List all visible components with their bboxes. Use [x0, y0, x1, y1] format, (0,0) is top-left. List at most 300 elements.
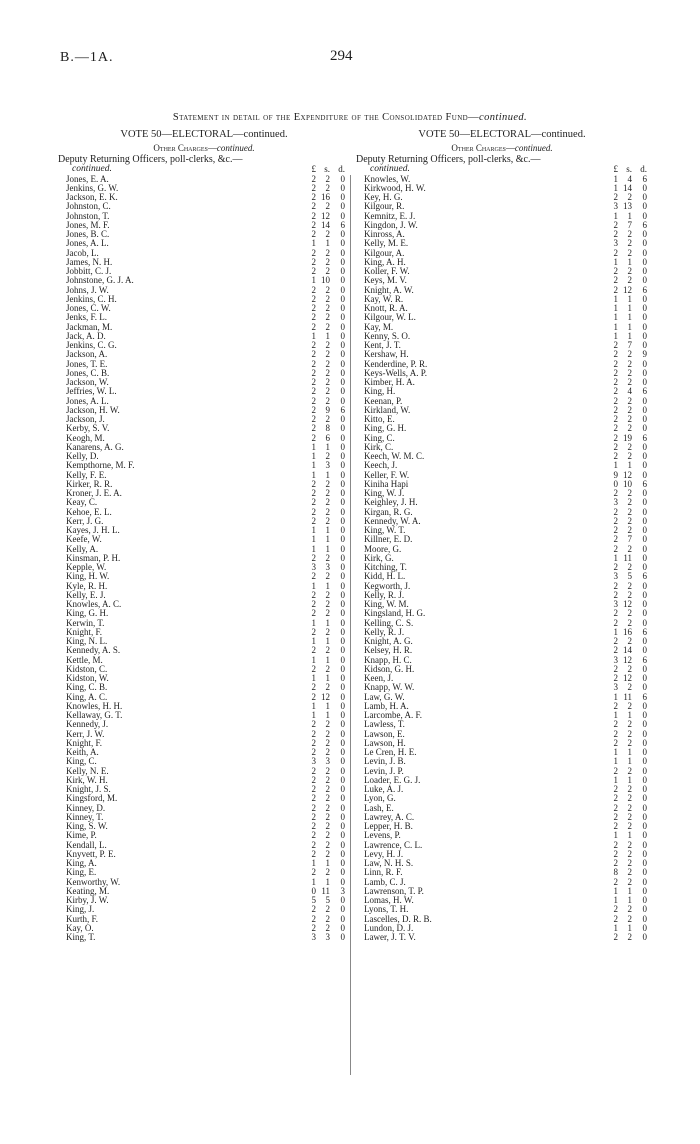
entry-name: Kirk, W. H.: [66, 774, 108, 785]
entry-shillings: 2: [627, 488, 632, 498]
entry-name: Knott, R. A.: [364, 303, 408, 313]
entry-row: [58, 905, 350, 914]
entry-shillings: 1: [325, 700, 330, 711]
entry-pence: 0: [340, 737, 345, 748]
entry-pounds: 3: [311, 756, 316, 767]
entry-name: Kilgour, R.: [364, 201, 405, 212]
entry-name: Le Cren, H. E.: [364, 747, 417, 757]
entry-pence: 0: [642, 423, 647, 434]
entry-name: Jack, A. D.: [66, 330, 106, 341]
entry-shillings: 2: [627, 737, 632, 748]
entry-name: Kay, M.: [364, 321, 394, 332]
entry-pence: 0: [340, 700, 345, 711]
pence-header: d.: [338, 164, 345, 174]
entry-shillings: 2: [325, 247, 330, 258]
entry-pounds: 2: [613, 534, 618, 545]
entry-pounds: 2: [613, 580, 618, 591]
entry-pence: 0: [340, 589, 345, 600]
entry-list: [356, 175, 648, 943]
entry-pence: 0: [642, 543, 647, 554]
entry-pounds: 2: [613, 432, 618, 443]
entry-shillings: 9: [325, 404, 330, 415]
entry-pence: 0: [642, 312, 647, 323]
entry-name: King, G. H.: [364, 423, 407, 434]
entry-pounds: 2: [311, 830, 316, 841]
entry-name: Jones, C. B.: [66, 367, 110, 378]
entry-name: Kilgour, W. L.: [364, 312, 416, 323]
entry-shillings: 2: [325, 830, 330, 841]
entry-shillings: 2: [325, 201, 330, 212]
entry-name: Kenny, S. O.: [364, 330, 411, 341]
entry-shillings: 2: [325, 867, 330, 878]
entry-pounds: 2: [311, 728, 316, 739]
entry-shillings: 2: [627, 636, 632, 646]
entry-pence: 0: [340, 275, 345, 286]
entry-shillings: 2: [627, 404, 632, 415]
entry-pounds: 2: [613, 451, 618, 461]
entry-pence: 0: [642, 663, 647, 674]
entry-shillings: 2: [627, 867, 632, 878]
entry-pounds: 1: [311, 876, 316, 887]
entry-name: Kershaw, H.: [364, 349, 409, 360]
entry-pounds: 2: [311, 432, 316, 443]
entry-pounds: 0: [311, 885, 316, 896]
entry-pounds: 2: [311, 404, 316, 415]
entry-pounds: 2: [613, 367, 618, 378]
entry-name: Kinsman, P. H.: [66, 552, 121, 563]
entry-pence: 0: [642, 765, 647, 776]
charges-label: Other Charges—: [451, 143, 515, 153]
entry-pence: 0: [340, 386, 345, 397]
entry-shillings: 1: [627, 747, 632, 757]
entry-pounds: 1: [311, 858, 316, 868]
entry-shillings: 2: [325, 377, 330, 387]
entry-shillings: 11: [623, 552, 632, 563]
entry-pounds: 2: [311, 811, 316, 822]
entry-shillings: 2: [325, 765, 330, 776]
entry-pence: 0: [340, 515, 345, 526]
entry-pounds: 2: [311, 848, 316, 859]
entry-pence: 0: [642, 617, 647, 628]
entry-name: Kidd, H. L.: [364, 571, 406, 582]
entry-shillings: 2: [627, 192, 632, 202]
entry-shillings: 2: [325, 386, 330, 397]
entry-pounds: 2: [311, 284, 316, 295]
charges-continued: continued.: [216, 143, 255, 153]
entry-pence: 0: [340, 654, 345, 665]
entry-name: King, N. L.: [66, 636, 108, 646]
entry-name: Kenderdine, P. R.: [364, 358, 428, 369]
entry-pounds: 1: [613, 885, 618, 896]
entry-pence: 6: [642, 284, 647, 295]
entry-shillings: 12: [623, 469, 632, 480]
entry-pounds: 2: [311, 358, 316, 369]
entry-pence: 6: [642, 626, 647, 637]
entry-name: Johns, J. W.: [66, 284, 109, 295]
entry-name: James, N. H.: [66, 256, 113, 267]
entry-shillings: 2: [325, 284, 330, 295]
entry-shillings: 2: [325, 608, 330, 619]
entry-name: Keefe, W.: [66, 534, 102, 545]
entry-shillings: 12: [623, 599, 632, 609]
entry-pounds: 1: [613, 460, 618, 471]
entry-shillings: 2: [325, 497, 330, 508]
entry-row: [58, 239, 350, 248]
entry-shillings: 2: [325, 478, 330, 489]
entry-pence: 0: [340, 367, 345, 378]
entry-pence: 6: [642, 173, 647, 184]
entry-pence: 0: [642, 192, 647, 202]
entry-pounds: 2: [311, 423, 316, 434]
entry-pounds: 2: [311, 821, 316, 831]
entry-pounds: 1: [311, 238, 316, 249]
entry-shillings: 2: [325, 321, 330, 332]
entry-pounds: 2: [311, 913, 316, 924]
entry-name: Keys, M. V.: [364, 275, 407, 286]
entry-shillings: 1: [325, 858, 330, 868]
entry-shillings: 1: [627, 256, 632, 267]
entry-shillings: 2: [627, 765, 632, 776]
entry-pounds: 2: [613, 219, 618, 230]
entry-shillings: 2: [627, 506, 632, 517]
entry-shillings: 2: [627, 793, 632, 804]
entry-pence: 0: [642, 895, 647, 905]
entry-shillings: 3: [325, 562, 330, 572]
entry-name: King, A.: [66, 858, 97, 868]
vote-heading: VOTE 50—ELECTORAL—continued.: [120, 129, 288, 140]
entry-name: Killner, E. D.: [364, 534, 413, 545]
entry-name: Kirgan, R. G.: [364, 506, 413, 517]
entry-shillings: 2: [627, 821, 632, 831]
entry-pounds: 2: [311, 377, 316, 387]
entry-name: Kelly, E. J.: [66, 589, 106, 600]
entry-pounds: 1: [613, 303, 618, 313]
entry-pence: 0: [642, 793, 647, 804]
entry-pounds: 2: [613, 904, 618, 915]
entry-pounds: 2: [613, 414, 618, 424]
entry-name: Kirby, J. W.: [66, 895, 109, 905]
entry-name: Lyons, T. H.: [364, 904, 409, 915]
entry-shillings: 10: [321, 275, 330, 286]
entry-shillings: 2: [627, 247, 632, 258]
entry-shillings: 14: [321, 219, 330, 230]
entry-shillings: 10: [623, 478, 632, 489]
entry-pounds: 2: [613, 876, 618, 887]
entry-pounds: 2: [311, 737, 316, 748]
entry-name: Keith, A.: [66, 747, 99, 757]
entry-pence: 0: [340, 895, 345, 905]
entry-name: Jones, A. L.: [66, 395, 109, 406]
entry-row: [58, 535, 350, 544]
entry-pounds: 3: [311, 932, 316, 942]
entry-pence: 0: [642, 885, 647, 896]
entry-name: Law, G. W.: [364, 691, 405, 702]
entry-shillings: 1: [325, 636, 330, 646]
entry-name: Jobbitt, C. J.: [66, 266, 112, 276]
entry-shillings: 2: [627, 497, 632, 508]
entry-name: Jones, C. W.: [66, 303, 111, 313]
entry-pence: 0: [642, 377, 647, 387]
entry-pounds: 1: [311, 534, 316, 545]
entry-pence: 0: [642, 710, 647, 720]
entry-name: Lyon, G.: [364, 793, 396, 804]
entry-pounds: 2: [613, 765, 618, 776]
entry-name: King, W. M.: [364, 599, 409, 609]
entry-shillings: 16: [623, 626, 632, 637]
entry-shillings: 2: [325, 747, 330, 757]
entry-pence: 0: [642, 451, 647, 461]
entry-pence: 3: [340, 885, 345, 896]
entry-pence: 0: [340, 349, 345, 360]
entry-shillings: 2: [627, 719, 632, 730]
entry-shillings: 2: [627, 562, 632, 572]
entry-pence: 0: [340, 247, 345, 258]
entry-name: Kepple, W.: [66, 562, 107, 572]
entry-name: Lawless, T.: [364, 719, 405, 730]
entry-pounds: 2: [311, 478, 316, 489]
entry-shillings: 2: [325, 293, 330, 304]
entry-pence: 0: [340, 238, 345, 249]
entry-pence: 0: [340, 562, 345, 572]
entry-pounds: 2: [613, 811, 618, 822]
entry-name: Keogh, M.: [66, 432, 105, 443]
entry-pence: 0: [340, 192, 345, 202]
entry-pounds: 1: [311, 451, 316, 461]
entry-name: Kerby, S. V.: [66, 423, 110, 434]
entry-name: Kerr, J. G.: [66, 515, 104, 526]
entry-shillings: 12: [623, 284, 632, 295]
entry-pounds: 1: [613, 830, 618, 841]
entry-pounds: 2: [311, 922, 316, 933]
entry-pounds: 2: [613, 636, 618, 646]
entry-pounds: 2: [311, 173, 316, 184]
entry-pounds: 2: [613, 441, 618, 452]
entry-pence: 0: [642, 858, 647, 868]
entry-pounds: 2: [613, 663, 618, 674]
entry-name: Knapp, W. W.: [364, 682, 415, 693]
entry-name: Lawson, H.: [364, 737, 406, 748]
entry-shillings: 1: [627, 460, 632, 471]
entry-pounds: 2: [613, 728, 618, 739]
entry-pounds: 3: [613, 201, 618, 212]
entry-pounds: 1: [311, 673, 316, 683]
entry-name: Kay, O.: [66, 922, 94, 933]
entry-name: King, E.: [66, 867, 97, 878]
entry-name: Kellaway, G. T.: [66, 710, 123, 720]
entry-shillings: 2: [325, 793, 330, 804]
entry-name: Kelling, C. S.: [364, 617, 414, 628]
entry-shillings: 1: [325, 330, 330, 341]
entry-name: Kiniha Hapi: [364, 478, 409, 489]
entry-name: Key, H. G.: [364, 192, 403, 202]
entry-name: Linn, R. F.: [364, 867, 403, 878]
entry-pence: 0: [340, 682, 345, 693]
entry-pence: 0: [340, 904, 345, 915]
entry-pounds: 2: [311, 682, 316, 693]
entry-pence: 6: [340, 219, 345, 230]
entry-name: Kelly, D.: [66, 451, 99, 461]
entry-name: Lawer, J. T. V.: [364, 932, 416, 942]
entry-pence: 0: [340, 340, 345, 350]
entry-pence: 0: [340, 497, 345, 508]
entry-shillings: 2: [627, 608, 632, 619]
entry-pence: 0: [642, 506, 647, 517]
entry-row: [58, 924, 350, 933]
entry-pence: 0: [340, 830, 345, 841]
entry-name: King, H.: [364, 386, 396, 397]
entry-name: Knowles, A. C.: [66, 599, 122, 609]
entry-pounds: 2: [311, 663, 316, 674]
entry-shillings: 2: [325, 848, 330, 859]
entry-name: Kendall, L.: [66, 839, 107, 850]
entry-pounds: 2: [311, 719, 316, 730]
entry-name: Johnston, T.: [66, 210, 110, 221]
entry-name: Jones, A. L.: [66, 238, 109, 249]
entry-name: Lomas, H. W.: [364, 895, 414, 905]
entry-pence: 0: [642, 247, 647, 258]
entry-pence: 0: [642, 229, 647, 239]
entry-name: Kitching, T.: [364, 562, 407, 572]
entry-pence: 0: [340, 460, 345, 471]
entry-row: [356, 434, 648, 443]
entry-pounds: 2: [613, 913, 618, 924]
entry-shillings: 2: [325, 802, 330, 813]
entry-pence: 0: [642, 562, 647, 572]
entry-name: King, H. W.: [66, 571, 110, 582]
entry-name: Kirkwood, H. W.: [364, 182, 426, 193]
entry-row: [356, 313, 648, 322]
entry-pounds: 2: [311, 201, 316, 212]
entry-pounds: 2: [613, 386, 618, 397]
entry-name: Jackson, E. K.: [66, 192, 118, 202]
entry-name: Jackson, W.: [66, 377, 109, 387]
entry-row: [58, 859, 350, 868]
entry-pounds: 2: [311, 247, 316, 258]
entry-pence: 0: [642, 608, 647, 619]
entry-name: Kinross, A.: [364, 229, 405, 239]
entry-pence: 0: [340, 312, 345, 323]
entry-shillings: 2: [325, 663, 330, 674]
entry-pence: 0: [642, 913, 647, 924]
entry-shillings: 2: [627, 515, 632, 526]
entry-shillings: 1: [325, 469, 330, 480]
entry-pence: 0: [642, 321, 647, 332]
entry-pence: 0: [642, 266, 647, 276]
entry-name: Loader, E. G. J.: [364, 774, 421, 785]
entry-name: King, W. J.: [364, 488, 405, 498]
entry-pence: 0: [642, 839, 647, 850]
entry-pence: 6: [642, 219, 647, 230]
entry-name: Kempthorne, M. F.: [66, 460, 135, 471]
entry-shillings: 2: [627, 876, 632, 887]
entry-pence: 0: [642, 460, 647, 471]
entry-name: Kirk, G.: [364, 552, 394, 563]
entry-name: Kime, P.: [66, 830, 97, 841]
entry-name: King, T.: [66, 932, 96, 942]
entry-pence: 0: [642, 525, 647, 535]
entry-pounds: 1: [613, 922, 618, 933]
entry-pence: 0: [340, 663, 345, 674]
entry-name: Law, N. H. S.: [364, 858, 414, 868]
entry-pence: 0: [340, 377, 345, 387]
entry-pounds: 2: [311, 765, 316, 776]
entry-pounds: 2: [311, 266, 316, 276]
entry-pounds: 2: [613, 645, 618, 656]
entry-name: Kidston, W.: [66, 673, 109, 683]
entry-pounds: 2: [613, 719, 618, 730]
entry-name: Kayes, J. H. L.: [66, 525, 120, 535]
entry-name: Knowles, W.: [364, 173, 411, 184]
entry-pounds: 2: [311, 192, 316, 202]
entry-name: Knight, A. W.: [364, 284, 414, 295]
pounds-header: £: [311, 164, 316, 174]
entry-pounds: 2: [613, 229, 618, 239]
entry-pence: 0: [642, 441, 647, 452]
entry-pence: 0: [642, 821, 647, 831]
entry-pounds: 2: [613, 284, 618, 295]
entry-pence: 0: [340, 395, 345, 406]
entry-name: Lepper, H. B.: [364, 821, 413, 831]
entry-pence: 0: [642, 210, 647, 221]
entry-name: Knight, J. S.: [66, 784, 111, 794]
entry-name: Lawson, E.: [364, 728, 405, 739]
entry-row: [58, 489, 350, 498]
entry-pence: 0: [642, 358, 647, 369]
entry-pounds: 2: [311, 497, 316, 508]
entry-shillings: 2: [325, 451, 330, 461]
entry-shillings: 2: [627, 423, 632, 434]
entry-pounds: 2: [613, 275, 618, 286]
entry-pence: 6: [642, 478, 647, 489]
entry-shillings: 2: [325, 182, 330, 193]
entry-pence: 0: [642, 830, 647, 841]
entry-row: [356, 424, 648, 433]
entry-name: Levens, P.: [364, 830, 401, 841]
entry-row: [356, 406, 648, 415]
entry-name: Kelly, A.: [66, 543, 99, 554]
entry-pence: 0: [642, 330, 647, 341]
entry-name: Kelsey, H. R.: [364, 645, 413, 656]
entry-shillings: 2: [325, 922, 330, 933]
entry-pounds: 3: [613, 682, 618, 693]
entry-shillings: 2: [325, 719, 330, 730]
entry-pence: 0: [340, 617, 345, 628]
entry-shillings: 13: [623, 201, 632, 212]
entry-pounds: 1: [613, 710, 618, 720]
entry-name: King, C.: [66, 756, 97, 767]
entry-pounds: 2: [311, 599, 316, 609]
entry-name: Lamb, H. A.: [364, 700, 409, 711]
entry-pounds: 2: [613, 423, 618, 434]
entry-pounds: 2: [311, 802, 316, 813]
entry-shillings: 2: [627, 349, 632, 360]
entry-pounds: 3: [311, 562, 316, 572]
entry-name: Kerwin, T.: [66, 617, 105, 628]
entry-pounds: 2: [311, 839, 316, 850]
entry-name: Kurth, F.: [66, 913, 99, 924]
entry-pence: 0: [340, 571, 345, 582]
entry-shillings: 2: [627, 266, 632, 276]
entry-name: Jackson, H. W.: [66, 404, 120, 415]
entry-pounds: 1: [311, 617, 316, 628]
entry-pence: 0: [340, 293, 345, 304]
entry-pounds: 2: [311, 340, 316, 350]
entry-shillings: 2: [325, 552, 330, 563]
entry-pence: 6: [642, 691, 647, 702]
entry-pence: 0: [642, 876, 647, 887]
entry-name: Kilgour, A.: [364, 247, 405, 258]
entry-pence: 0: [642, 867, 647, 878]
